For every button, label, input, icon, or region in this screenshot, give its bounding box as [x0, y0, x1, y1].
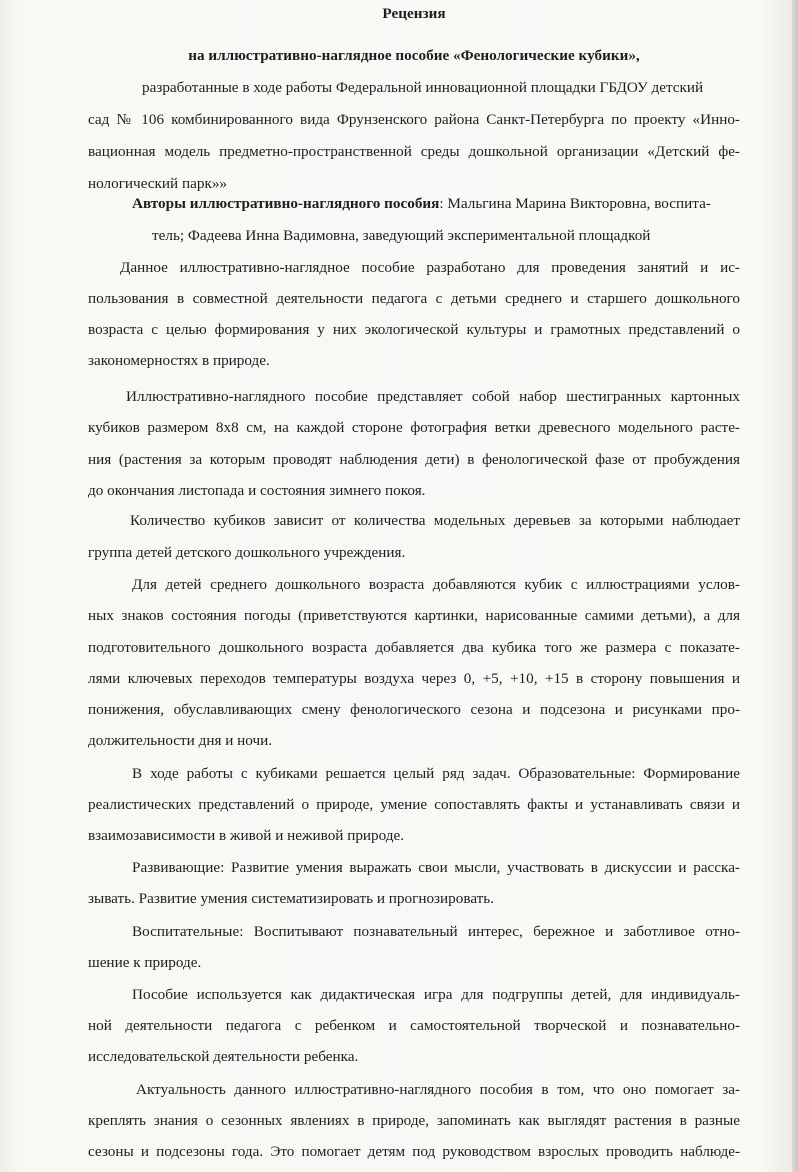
- paragraph-line: Иллюстративно-наглядного пособие представляет собой набор шестигранных картонных: [126, 388, 740, 405]
- authors-label: Авторы иллюстративно-наглядного пособия: [132, 195, 440, 212]
- paragraph-line: зывать. Развитие умения систематизировать и прогнозировать.: [88, 890, 495, 907]
- paragraph-line: закономерностях в природе.: [88, 352, 270, 369]
- paragraph-line: сезоны и подсезоны года. Это помогает детям под руководством взрослых проводить наблюде-: [88, 1143, 740, 1160]
- paragraph-line: Количество кубиков зависит от количества модельных деревьев за которыми наблюдает: [130, 512, 740, 529]
- paragraph-line: кубиков размером 8х8 см, на каждой стороне фотография ветки древесного модельного расте-: [88, 419, 740, 436]
- paragraph-line: Пособие используется как дидактическая игра для подгруппы детей, для индивидуаль-: [132, 986, 740, 1003]
- paragraph-line: группа детей детского дошкольного учреждения.: [88, 544, 406, 561]
- paragraph-line: реалистических представлений о природе, умение сопоставлять факты и устанавливать связи и: [88, 796, 740, 813]
- intro-line: разработанные в ходе работы Федеральной инновационной площадки ГБДОУ детский: [142, 79, 704, 96]
- document-subtitle: на иллюстративно-наглядное пособие «Фенологические кубики»,: [188, 47, 640, 64]
- paragraph-line: Воспитательные: Воспитывают познавательный интерес, бережное и заботливое отно-: [132, 923, 740, 940]
- paragraph-line: креплять знания о сезонных явлениях в природе, запоминать как выглядят растения в разные: [88, 1112, 740, 1129]
- paragraph-line: Для детей среднего дошкольного возраста добавляются кубик с иллюстрациями услов-: [132, 576, 740, 593]
- paragraph-line: Развивающие: Развитие умения выражать свои мысли, участвовать в дискуссии и расска-: [132, 859, 740, 876]
- paragraph-line: до окончания листопада и состояния зимнего покоя.: [88, 482, 426, 499]
- intro-line: нологический парк»»: [88, 175, 228, 192]
- paragraph-line: возраста с целью формирования у них экологической культуры и грамотных представлений о: [88, 321, 740, 338]
- paragraph-line: лями ключевых переходов температуры воздуха через 0, +5, +10, +15 в сторону повышения и: [88, 670, 740, 687]
- paragraph-line: пользования в совместной деятельности педагога с детьми среднего и старшего дошкольного: [88, 290, 740, 307]
- paragraph-line: ния (растения за которым проводят наблюдения дети) в фенологической фазе от пробуждения: [88, 451, 740, 468]
- paragraph-line: взаимозависимости в живой и неживой природе.: [88, 827, 405, 844]
- paragraph-line: ной деятельности педагога с ребенком и самостоятельной творческой и познавательно-: [88, 1017, 740, 1034]
- authors-line: [132, 194, 740, 214]
- authors-line: тель; Фадеева Инна Вадимовна, заведующий экспериментальной площадкой: [152, 227, 651, 244]
- authors-names: : Мальгина Марина Викторовна, воспита-: [439, 195, 711, 212]
- paragraph-line: должительности дня и ночи.: [88, 732, 273, 749]
- paragraph-line: Актуальность данного иллюстративно-наглядного пособия в том, что оно помогает за-: [136, 1081, 740, 1098]
- paragraph-line: подготовительного дошкольного возраста добавляется два кубика того же размера с показате-: [88, 639, 740, 656]
- paragraph-line: ных знаков состояния погоды (приветствуются картинки, нарисованные самими детьми), а для: [88, 607, 740, 624]
- intro-line: вационная модель предметно-пространственной среды дошкольной организации «Детский фе-: [88, 143, 740, 160]
- document-title: Рецензия: [382, 5, 446, 22]
- paragraph-line: понижения, обуславливающих смену фенологического сезона и подсезона и рисунками про-: [88, 701, 740, 718]
- paragraph-line: исследовательской деятельности ребенка.: [88, 1048, 359, 1065]
- paragraph-line: Данное иллюстративно-наглядное пособие разработано для проведения занятий и ис-: [120, 259, 740, 276]
- intro-line: сад № 106 комбинированного вида Фрунзенского района Санкт-Петербурга по проекту «Инно-: [88, 111, 740, 128]
- page-edge-shadow: [792, 0, 798, 1172]
- paragraph-line: шение к природе.: [88, 954, 202, 971]
- paragraph-line: В ходе работы с кубиками решается целый ряд задач. Образовательные: Формирование: [132, 765, 740, 782]
